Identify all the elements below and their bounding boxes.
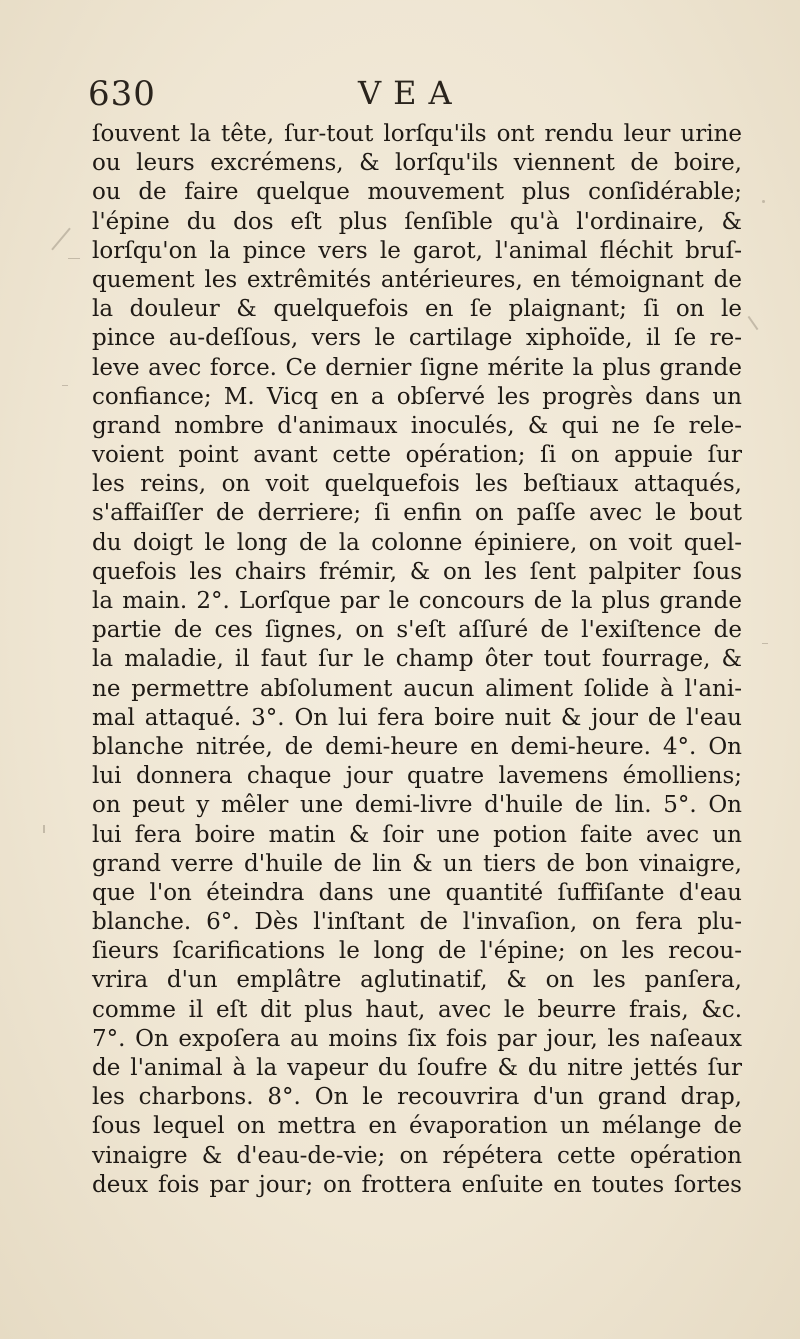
text-line: que l'on éteindra dans une quantité ſuffiſante d'eau [92,879,742,906]
text-line: vrira d'un emplâtre aglutinatif, & on les panſera, [92,967,742,994]
text-line: mal attaqué. 3°. On lui fera boire nuit & jour de l'eau [92,704,742,731]
text-line: voient point avant cette opération; ſi on appuie ſur [92,442,742,469]
paper-mark [748,316,759,330]
text-line: de l'animal à la vapeur du ſoufre & du nitre jettés ſur [92,1055,742,1081]
text-line: deux fois par jour; on frottera enſuite en toutes ſortes [92,1171,742,1198]
paper-mark [762,200,765,203]
text-line: s'affaiſſer de derriere; ſi enfin on paſſe avec le bout [92,500,742,527]
text-line: ſouvent la tête, ſur-tout lorſqu'ils ont rendu leur urine [92,121,742,147]
text-line: la main. 2°. Lorſque par le concours de la plus grande [92,588,742,614]
text-line: du doigt le long de la colonne épiniere, on voit quel- [92,529,742,556]
text-line: pince au-deſſous, vers le cartilage xiphoïde, il ſe re- [92,325,742,352]
text-line: quefois les chairs frémir, & on les ſent palpiter ſous [92,558,742,585]
text-line: grand nombre d'animaux inoculés, & qui ne ſe rele- [92,412,742,439]
text-line: vinaigre & d'eau-de-vie; on répétera cette opération [92,1142,742,1169]
text-line: la maladie, il faut ſur le champ ôter tout fourrage, & [92,646,742,673]
paper-mark [762,643,768,644]
text-line: comme il eſt dit plus haut, avec le beurre frais, &c. [92,996,742,1023]
running-head: VEA [358,74,464,112]
text-line: blanche nitrée, de demi-heure en demi-heure. 4°. On [92,733,742,760]
paper-mark [68,258,80,259]
text-line: la douleur & quelquefois en ſe plaignant; ſi on le [92,296,742,323]
paper-mark [43,825,45,833]
text-line: partie de ces ſignes, on s'eſt aſſuré de l'exiſtence de [92,617,742,644]
text-line: lui donnera chaque jour quatre lavemens émolliens; [92,763,742,790]
page-number: 630 [88,74,156,114]
paper-mark [62,385,68,386]
text-line: 7°. On expoſera au moins ſix fois par jour, les naſeaux [92,1025,742,1052]
text-line: ſieurs ſcarifications le long de l'épine; on les recou- [92,938,742,965]
text-line: blanche. 6°. Dès l'inſtant de l'invaſion, on fera plu- [92,909,742,936]
text-line: confiance; M. Vicq en a obſervé les progrès dans un [92,383,742,410]
text-line: ou leurs excrémens, & lorſqu'ils viennent de boire, [92,150,742,177]
text-line: l'épine du dos eſt plus ſenſible qu'à l'ordinaire, & [92,208,742,235]
paper-mark [51,228,71,251]
text-line: quement les extrêmités antérieures, en témoignant de [92,266,742,293]
text-line: les reins, on voit quelquefois les beſtiaux attaqués, [92,471,742,498]
text-line: ne permettre abſolument aucun aliment ſolide à l'ani- [92,675,742,702]
text-line: leve avec force. Ce dernier ſigne mérite la plus grande [92,354,742,381]
text-line: les charbons. 8°. On le recouvrira d'un grand drap, [92,1084,742,1111]
text-line: grand verre d'huile de lin & un tiers de bon vinaigre, [92,850,742,877]
text-line: lui fera boire matin & ſoir une potion faite avec un [92,821,742,848]
body-text [92,120,742,1200]
text-line: ſous lequel on mettra en évaporation un mélange de [92,1113,742,1140]
text-line: on peut y mêler une demi-livre d'huile de lin. 5°. On [92,792,742,819]
text-line: lorſqu'on la pince vers le garot, l'animal fléchit bruſ- [92,237,742,264]
page-header [88,70,748,120]
text-line: ou de faire quelque mouvement plus conſidérable; [92,179,742,206]
